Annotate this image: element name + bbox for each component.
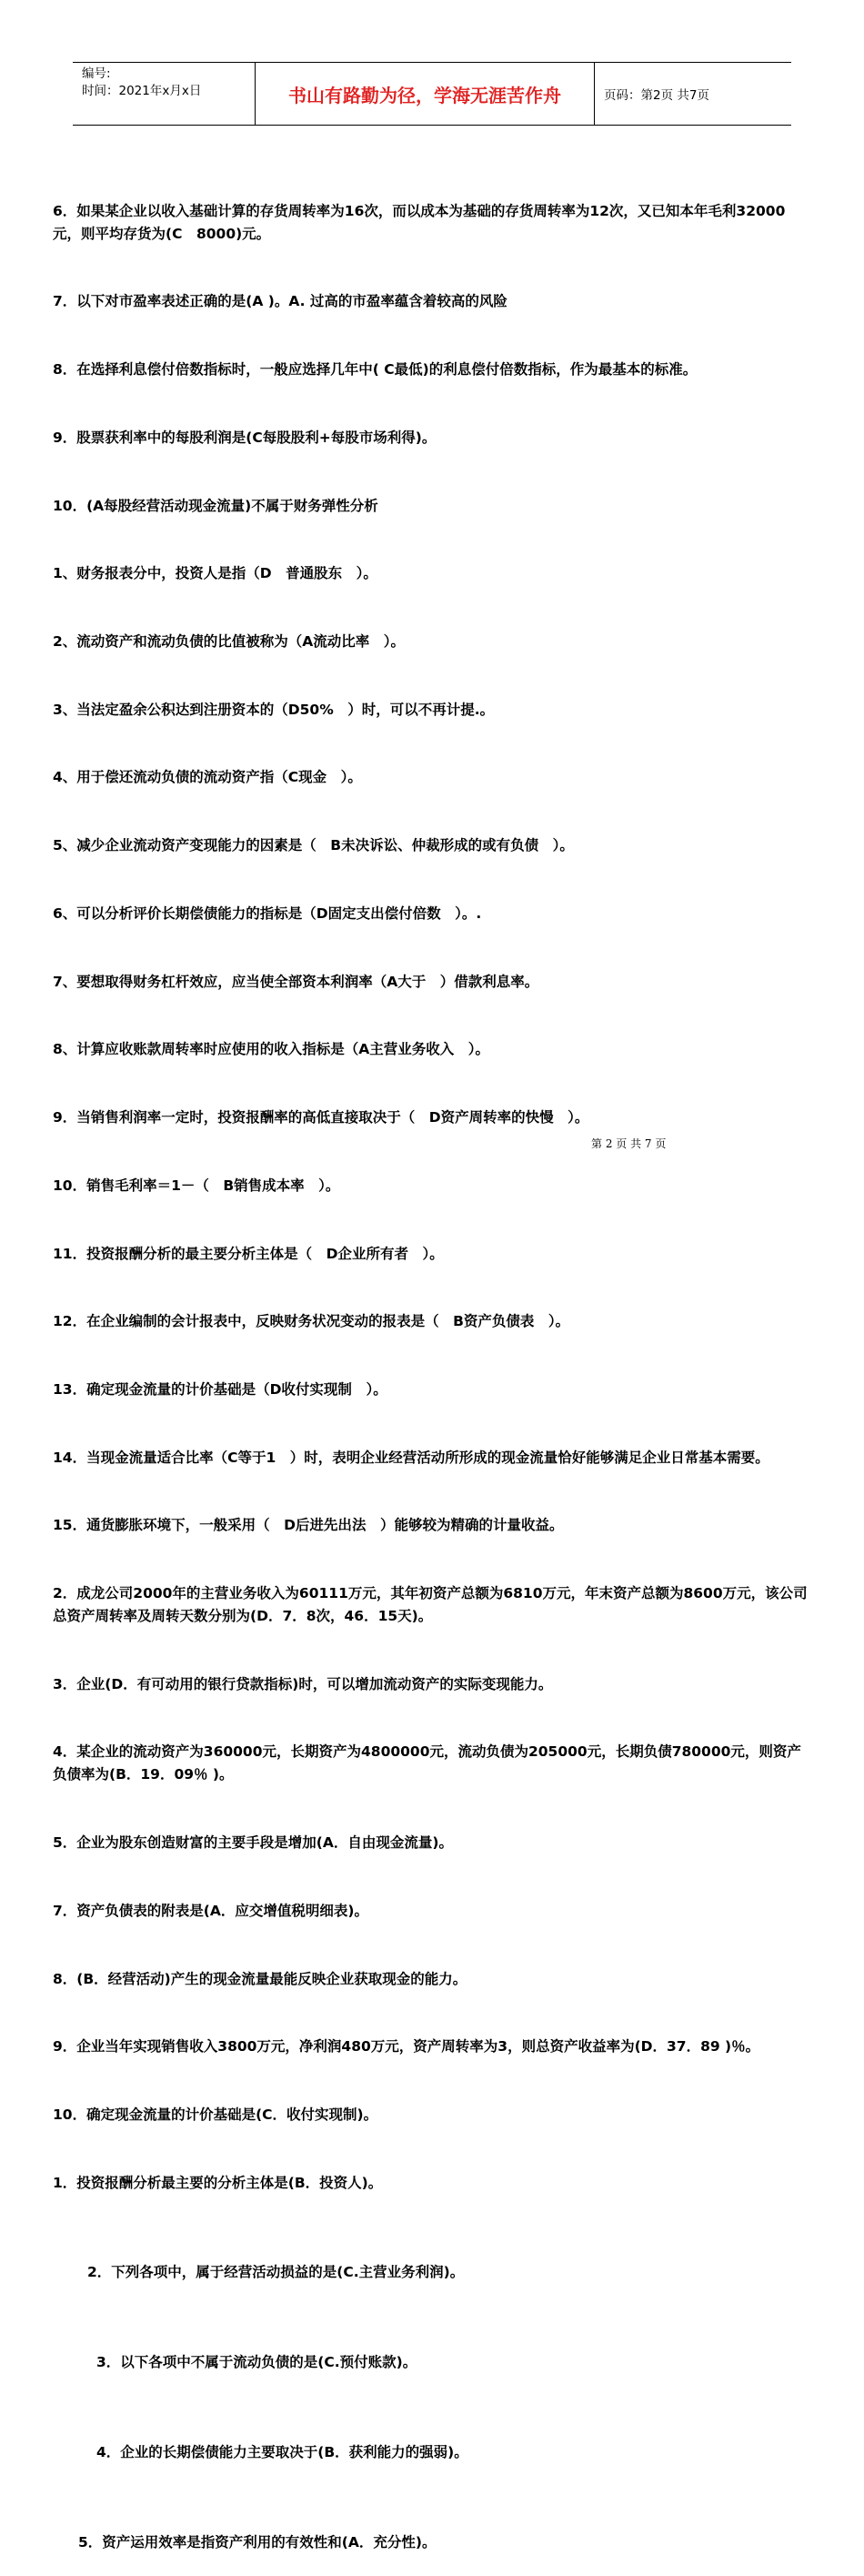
paragraph: 3、当法定盈余公积达到注册资本的（D50% ）时，可以不再计提.。 [53, 701, 495, 718]
header-page-label: 页码：第2页 共7页 [604, 88, 709, 103]
paragraph: 5、减少企业流动资产变现能力的因素是（ B未决诉讼、仲裁形成的或有负债 ）。 [53, 837, 574, 854]
page-header [73, 62, 791, 126]
paragraph: 6．如果某企业以收入基础计算的存货周转率为16次，而以成本为基础的存货周转率为12次，又已知本年毛利32000元，则平均存货为(C 8000)元。 [53, 202, 786, 242]
paragraph: 1．投资报酬分析最主要的分析主体是(B．投资人)。 [53, 2174, 383, 2191]
paragraph: 10．(A每股经营活动现金流量)不属于财务弹性分析 [53, 497, 378, 514]
paragraph: 9．股票获利率中的每股利润是(C每股股利+每股市场利得)。 [53, 429, 437, 446]
paragraph: 2．成龙公司2000年的主营业务收入为60111万元，其年初资产总额为6810万元，年末资产总额为8600万元，该公司总资产周转率及周转天数分别为(D．7．8次，46．15天)。 [53, 1585, 808, 1624]
paragraph: 13．确定现金流量的计价基础是（D收付实现制 ）。 [53, 1380, 387, 1398]
code-label: 编号: [82, 66, 111, 81]
paragraph: 14．当现金流量适合比率（C等于1 ）时，表明企业经营活动所形成的现金流量恰好能够满足企业日常基本需要。 [53, 1449, 769, 1466]
paragraph: 11．投资报酬分析的最主要分析主体是（ D企业所有者 ）。 [53, 1245, 444, 1262]
paragraph: 8．(B．经营活动)产生的现金流量最能反映企业获取现金的能力。 [53, 1970, 467, 1987]
paragraph: 7．资产负债表的附表是(A．应交增值税明细表)。 [53, 1902, 368, 1919]
paragraph: 5．企业为股东创造财富的主要手段是增加(A．自由现金流量)。 [53, 1834, 453, 1852]
paragraph: 1、财务报表分中，投资人是指（D 普通股东 ）。 [53, 565, 377, 582]
paragraph: 8．在选择利息偿付倍数指标时，一般应选择几年中( C最低)的利息偿付倍数指标，作为最基本的标准。 [53, 361, 698, 379]
paragraph: 9．当销售利润率一定时，投资报酬率的高低直接取决于（ D资产周转率的快慢 ）。 [53, 1109, 589, 1126]
paragraph: 7、要想取得财务杠杆效应，应当使全部资本利润率（A大于 ）借款利息率。 [53, 973, 539, 990]
paragraph: 4．某企业的流动资产为360000元，长期资产为4800000元，流动负债为205000元，长期负债780000元，则资产负债率为(B．19．09％ )。 [53, 1743, 801, 1783]
indented-paragraph: 2．下列各项中，属于经营活动损益的是(C.主营业务利润)。 [87, 2264, 465, 2281]
paragraph: 7．以下对市盈率表述正确的是(A )。A. 过高的市盈率蕴含着较高的风险 [53, 293, 507, 310]
indented-paragraph: 5．资产运用效率是指资产利用的有效性和(A．充分性)。 [78, 2533, 437, 2551]
paragraph: 15．通货膨胀环境下，一般采用（ D后进先出法 ）能够较为精确的计量收益。 [53, 1517, 564, 1534]
paragraph: 3．企业(D．有可动用的银行贷款指标)时，可以增加流动资产的实际变现能力。 [53, 1675, 553, 1692]
header-motto: 书山有路勤为径，学海无涯苦作舟 [256, 63, 595, 125]
paragraph: 10．确定现金流量的计价基础是(C．收付实现制)。 [53, 2106, 378, 2123]
document-body [53, 155, 813, 2576]
page-footer: 第 2 页 共 7 页 [591, 1137, 667, 1150]
paragraph: 2、流动资产和流动负债的比值被称为（A流动比率 ）。 [53, 633, 406, 651]
paragraph: 6、可以分析评价长期偿债能力的指标是（D固定支出偿付倍数 ）。. [53, 904, 482, 922]
paragraph: 4、用于偿还流动负债的流动资产指（C现金 ）。 [53, 769, 362, 786]
indented-paragraph: 3．以下各项中不属于流动负债的是(C.预付账款)。 [96, 2354, 417, 2371]
paragraph: 8、计算应收账款周转率时应使用的收入指标是（A主营业务收入 ）。 [53, 1041, 490, 1058]
paragraph: 9．企业当年实现销售收入3800万元，净利润480万元，资产周转率为3，则总资产收益率为(D．37．89 )％。 [53, 2038, 760, 2056]
indented-paragraph: 4．企业的长期偿债能力主要取决于(B．获利能力的强弱)。 [96, 2443, 468, 2460]
paragraph: 10．销售毛利率＝1－（ B销售成本率 ）。 [53, 1177, 340, 1194]
paragraph: 12．在企业编制的会计报表中，反映财务状况变动的报表是（ B资产负债表 ）。 [53, 1313, 570, 1330]
time-label: 时间：2021年x月x日 [82, 84, 202, 98]
header-meta [73, 63, 256, 125]
